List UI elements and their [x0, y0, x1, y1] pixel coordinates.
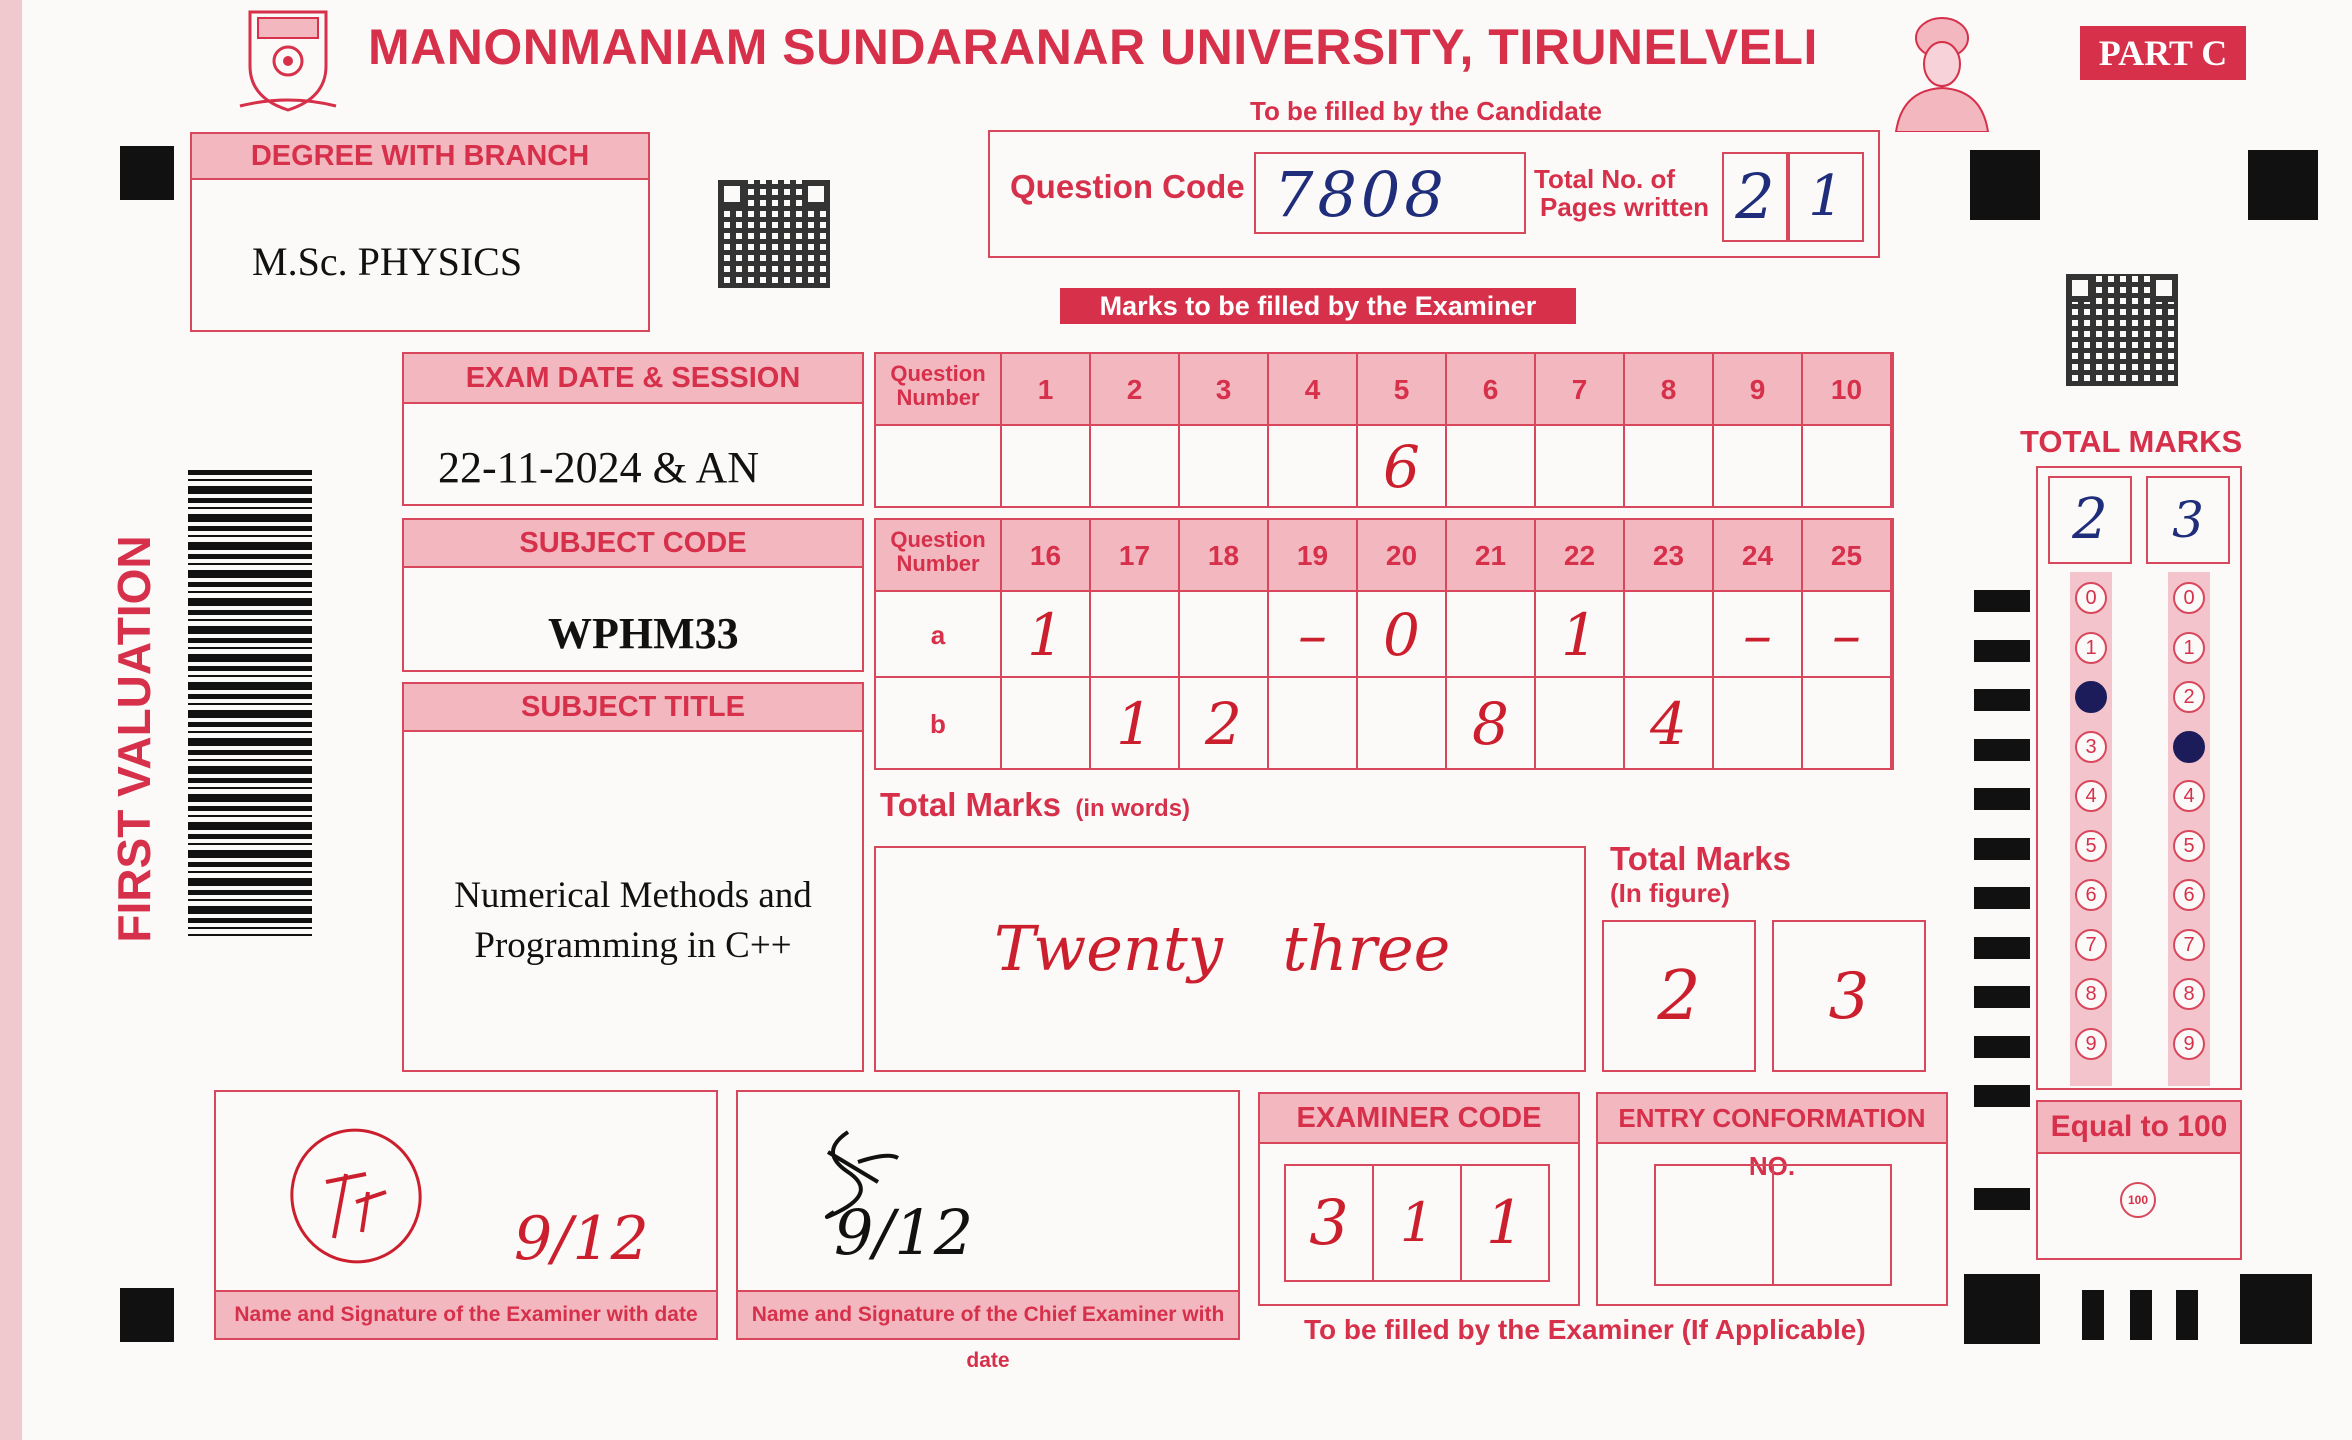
- grid1-number-5: 5: [1358, 354, 1447, 426]
- alignment-mark-top-right-2: [2248, 150, 2318, 220]
- total-figure-label: Total Marks: [1610, 840, 1791, 877]
- degree-value: M.Sc. PHYSICS: [252, 239, 523, 284]
- grid2-row_b-cell-5[interactable]: [1358, 678, 1447, 770]
- left-margin-strip: [0, 0, 22, 1440]
- subject-title-line-1: Numerical Methods and: [454, 875, 812, 916]
- grid1-number-6: 6: [1447, 354, 1536, 426]
- grid2-row_b-cell-9[interactable]: [1714, 678, 1803, 770]
- degree-box: [190, 132, 650, 332]
- total-words-field[interactable]: [874, 846, 1586, 1072]
- timing-mark: [1974, 838, 2030, 860]
- omr-bubble-col2-0[interactable]: 0: [2173, 582, 2205, 614]
- examiner-code-digit-3-value: 1: [1485, 1188, 1525, 1258]
- omr-bubble-col2-9[interactable]: 9: [2173, 1028, 2205, 1060]
- grid2-number-3: 18: [1180, 520, 1269, 592]
- side-label-first-valuation: FIRST VALUATION: [108, 535, 160, 943]
- grid1-number-1: 1: [1002, 354, 1091, 426]
- timing-mark: [1974, 986, 2030, 1008]
- alignment-mark-bottom-right-3: [2130, 1290, 2152, 1340]
- equal-to-100-label: Equal to 100: [2038, 1102, 2240, 1154]
- omr-bubble-col2-1[interactable]: 1: [2173, 632, 2205, 664]
- grid1-marks-cell-9[interactable]: [1714, 426, 1803, 508]
- omr-digit-2[interactable]: [2146, 476, 2230, 564]
- grid2-row_a-cell-6[interactable]: [1447, 592, 1536, 678]
- timing-mark: [1974, 887, 2030, 909]
- grid2-row_b-cell-10[interactable]: [1803, 678, 1892, 770]
- total-words-title: Total Marks: [880, 786, 1061, 823]
- grid1-number-2: 2: [1091, 354, 1180, 426]
- omr-bubble-col1-8[interactable]: 8: [2075, 978, 2107, 1010]
- alignment-mark-bottom-left: [120, 1288, 174, 1342]
- total-words-label: [880, 786, 1190, 824]
- omr-bubble-col1-9[interactable]: 9: [2075, 1028, 2107, 1060]
- pages-written-digit-1[interactable]: [1722, 152, 1788, 242]
- grid2-number-9: 24: [1714, 520, 1803, 592]
- subject-title-line-2: Programming in C++: [474, 925, 792, 966]
- grid2-row_b-cell-4[interactable]: [1269, 678, 1358, 770]
- timing-mark: [1974, 937, 2030, 959]
- barcode-icon: [188, 470, 312, 936]
- grid2-row_a-cell-2[interactable]: [1091, 592, 1180, 678]
- total-figure-digit-2-value: 3: [1828, 960, 1870, 1034]
- timing-mark: [1974, 788, 2030, 810]
- grid2-row_b-cell-7[interactable]: [1536, 678, 1625, 770]
- omr-digit-2-value: 3: [2172, 491, 2204, 549]
- qr-code-icon-right: [2066, 274, 2178, 386]
- timing-mark: [1974, 739, 2030, 761]
- examiner-note: To be filled by the Examiner (If Applicable): [1304, 1314, 1866, 1345]
- question-code-label: Question Code: [1010, 168, 1245, 205]
- grid2-number-1: 16: [1002, 520, 1091, 592]
- grid2-row-a-label: a: [876, 592, 1002, 678]
- grid2-number-10: 25: [1803, 520, 1892, 592]
- timing-mark: [1974, 590, 2030, 612]
- grid2-row_a-cell-3[interactable]: [1180, 592, 1269, 678]
- grid2-number-7: 22: [1536, 520, 1625, 592]
- omr-bubble-col1-7[interactable]: 7: [2075, 929, 2107, 961]
- grid1-number-3: 3: [1180, 354, 1269, 426]
- entry-confirmation-field-2[interactable]: [1772, 1164, 1892, 1286]
- omr-bubble-col2-8[interactable]: 8: [2173, 978, 2205, 1010]
- timing-mark: [1974, 1036, 2030, 1058]
- timing-mark: [1974, 1085, 2030, 1107]
- alignment-mark-top-right-1: [1970, 150, 2040, 220]
- omr-bubble-col1-1[interactable]: 1: [2075, 632, 2107, 664]
- examiner-code-digit-3[interactable]: [1460, 1164, 1550, 1282]
- total-words-sub: (in words): [1075, 795, 1191, 822]
- grid2-number-4: 19: [1269, 520, 1358, 592]
- total-marks-omr-label: TOTAL MARKS: [2020, 424, 2243, 459]
- university-title: MANONMANIAM SUNDARANAR UNIVERSITY, TIRUNELVELI: [368, 19, 1818, 75]
- subject-title-box: [402, 682, 864, 1072]
- alignment-mark-bottom-right-2: [2082, 1290, 2104, 1340]
- candidate-note: To be filled by the Candidate: [1250, 96, 1602, 126]
- question-code-field[interactable]: [1254, 152, 1526, 234]
- grid1-marks-cell-8[interactable]: [1625, 426, 1714, 508]
- degree-label: DEGREE WITH BRANCH: [192, 134, 648, 180]
- grid1-number-4: 4: [1269, 354, 1358, 426]
- qr-code-icon: [718, 180, 830, 288]
- timing-mark: [1974, 1188, 2030, 1210]
- omr-digit-1[interactable]: [2048, 476, 2132, 564]
- grid1-marks-cell-1[interactable]: [1002, 426, 1091, 508]
- alignment-mark-top-left: [120, 146, 174, 200]
- grid1-marks-cell-7[interactable]: [1536, 426, 1625, 508]
- examiner-code-box: [1258, 1092, 1580, 1306]
- entry-confirmation-label: ENTRY CONFORMATION NO.: [1598, 1094, 1946, 1144]
- alignment-mark-bottom-right-4: [2176, 1290, 2198, 1340]
- chief-sign-caption: Name and Signature of the Chief Examiner with date: [738, 1290, 1238, 1338]
- total-figure-digit-2[interactable]: [1772, 920, 1926, 1072]
- grid2-row_a-cell-1[interactable]: 1: [1002, 592, 1091, 678]
- grid2-row_b-cell-3[interactable]: 2: [1180, 678, 1269, 770]
- total-figure-sub: (In figure): [1610, 878, 1730, 908]
- omr-bubble-col1-4[interactable]: 4: [2075, 780, 2107, 812]
- grid1-header-label: Question Number: [890, 361, 986, 410]
- examiner-sign-caption: Name and Signature of the Examiner with date: [216, 1290, 716, 1338]
- alignment-mark-bottom-right-1: [1964, 1274, 2040, 1344]
- omr-bubble-col1-2[interactable]: 2: [2075, 681, 2107, 713]
- grid2-number-8: 23: [1625, 520, 1714, 592]
- grid2-row_a-cell-10[interactable]: –: [1803, 592, 1892, 678]
- omr-digit-1-value: 2: [2072, 487, 2108, 552]
- grid1-header-mark-cell: [876, 426, 1002, 508]
- grid2-header-label: Question Number: [890, 527, 986, 576]
- grid1-number-10: 10: [1803, 354, 1892, 426]
- grid1-marks-cell-10[interactable]: [1803, 426, 1892, 508]
- grid2-row_a-cell-7[interactable]: 1: [1536, 592, 1625, 678]
- total-figure-digit-1[interactable]: [1602, 920, 1756, 1072]
- grid1-number-8: 8: [1625, 354, 1714, 426]
- total-figure-digit-1-value: 2: [1657, 957, 1701, 1036]
- grid2-row_a-cell-4[interactable]: –: [1269, 592, 1358, 678]
- grid2-row_a-cell-9[interactable]: –: [1714, 592, 1803, 678]
- grid2-row_b-cell-6[interactable]: 8: [1447, 678, 1536, 770]
- grid2-row_a-cell-5[interactable]: 0: [1358, 592, 1447, 678]
- exam-date-value: 22-11-2024 & AN: [438, 443, 760, 492]
- grid2-number-2: 17: [1091, 520, 1180, 592]
- examiner-code-digit-2-value: 1: [1399, 1191, 1435, 1254]
- examiner-code-label: EXAMINER CODE: [1260, 1094, 1578, 1144]
- subject-code-box: [402, 518, 864, 672]
- entry-confirmation-field-1[interactable]: [1654, 1164, 1774, 1286]
- omr-bubble-col2-6[interactable]: 6: [2173, 879, 2205, 911]
- grid1-marks-cell-4[interactable]: [1269, 426, 1358, 508]
- grid1-marks-cell-2[interactable]: [1091, 426, 1180, 508]
- subject-title-label: SUBJECT TITLE: [404, 684, 862, 732]
- grid2-row_b-cell-2[interactable]: 1: [1091, 678, 1180, 770]
- omr-bubble-col1-3[interactable]: 3: [2075, 731, 2107, 763]
- chief-signature-icon: [738, 1092, 1238, 1292]
- omr-bubble-col2-5[interactable]: 5: [2173, 830, 2205, 862]
- pages-written-label-1: Total No. of: [1534, 164, 1676, 194]
- pages-digit-2-value: 1: [1808, 164, 1844, 229]
- grid2-number-6: 21: [1447, 520, 1536, 592]
- question-code-value: 7808: [1274, 158, 1448, 231]
- alignment-mark-bottom-right-5: [2240, 1274, 2312, 1344]
- marks-grid-1: [874, 352, 1894, 508]
- exam-date-label: EXAM DATE & SESSION: [404, 354, 862, 404]
- grid1-header-cell: [876, 354, 1002, 426]
- chief-signature-box[interactable]: [736, 1090, 1240, 1372]
- pages-written-digit-2[interactable]: [1788, 152, 1864, 242]
- subject-code-value: WPHM33: [548, 609, 739, 658]
- part-badge: PART C: [2080, 26, 2246, 80]
- examiner-code-digit-1[interactable]: [1284, 1164, 1374, 1282]
- examiner-signature-box[interactable]: [214, 1090, 718, 1340]
- omr-bubble-col1-0[interactable]: 0: [2075, 582, 2107, 614]
- grid1-marks-cell-3[interactable]: [1180, 426, 1269, 508]
- timing-mark: [1974, 640, 2030, 662]
- grid2-row-b-label: b: [876, 678, 1002, 770]
- grid2-row_b-cell-1[interactable]: [1002, 678, 1091, 770]
- examiner-sign-date: 9/12: [514, 1204, 649, 1274]
- omr-bubble-col1-6[interactable]: 6: [2075, 879, 2107, 911]
- examiner-code-digit-1-value: 3: [1309, 1186, 1349, 1259]
- omr-bubble-col2-4[interactable]: 4: [2173, 780, 2205, 812]
- omr-bubble-col2-2[interactable]: 2: [2173, 681, 2205, 713]
- grid2-number-5: 20: [1358, 520, 1447, 592]
- omr-bubble-col1-5[interactable]: 5: [2075, 830, 2107, 862]
- examiner-code-digit-2[interactable]: [1372, 1164, 1462, 1282]
- grid1-marks-cell-5[interactable]: 6: [1358, 426, 1447, 508]
- omr-bubble-col2-3[interactable]: 3: [2173, 731, 2205, 763]
- timing-mark: [1974, 689, 2030, 711]
- equal-to-100-bubble[interactable]: 100: [2120, 1182, 2156, 1218]
- total-words-value: Twenty three: [994, 912, 1451, 985]
- exam-date-box: [402, 352, 864, 506]
- examiner-banner: Marks to be filled by the Examiner: [1060, 288, 1576, 324]
- university-crest-icon: [236, 6, 340, 116]
- founder-portrait-icon: [1888, 8, 1996, 132]
- grid1-marks-cell-6[interactable]: [1447, 426, 1536, 508]
- grid1-number-9: 9: [1714, 354, 1803, 426]
- marks-grid-2: [874, 518, 1894, 770]
- entry-confirmation-box: [1596, 1092, 1948, 1306]
- grid2-row_a-cell-8[interactable]: [1625, 592, 1714, 678]
- equal-to-100-box: [2036, 1100, 2242, 1260]
- omr-bubble-col2-7[interactable]: 7: [2173, 929, 2205, 961]
- grid1-number-7: 7: [1536, 354, 1625, 426]
- chief-sign-date: 9/12: [834, 1196, 974, 1269]
- pages-written-label-2: Pages written: [1540, 192, 1710, 222]
- subject-code-label: SUBJECT CODE: [404, 520, 862, 568]
- grid2-header-cell: [876, 520, 1002, 592]
- pages-digit-1-value: 2: [1735, 160, 1775, 233]
- grid2-row_b-cell-8[interactable]: 4: [1625, 678, 1714, 770]
